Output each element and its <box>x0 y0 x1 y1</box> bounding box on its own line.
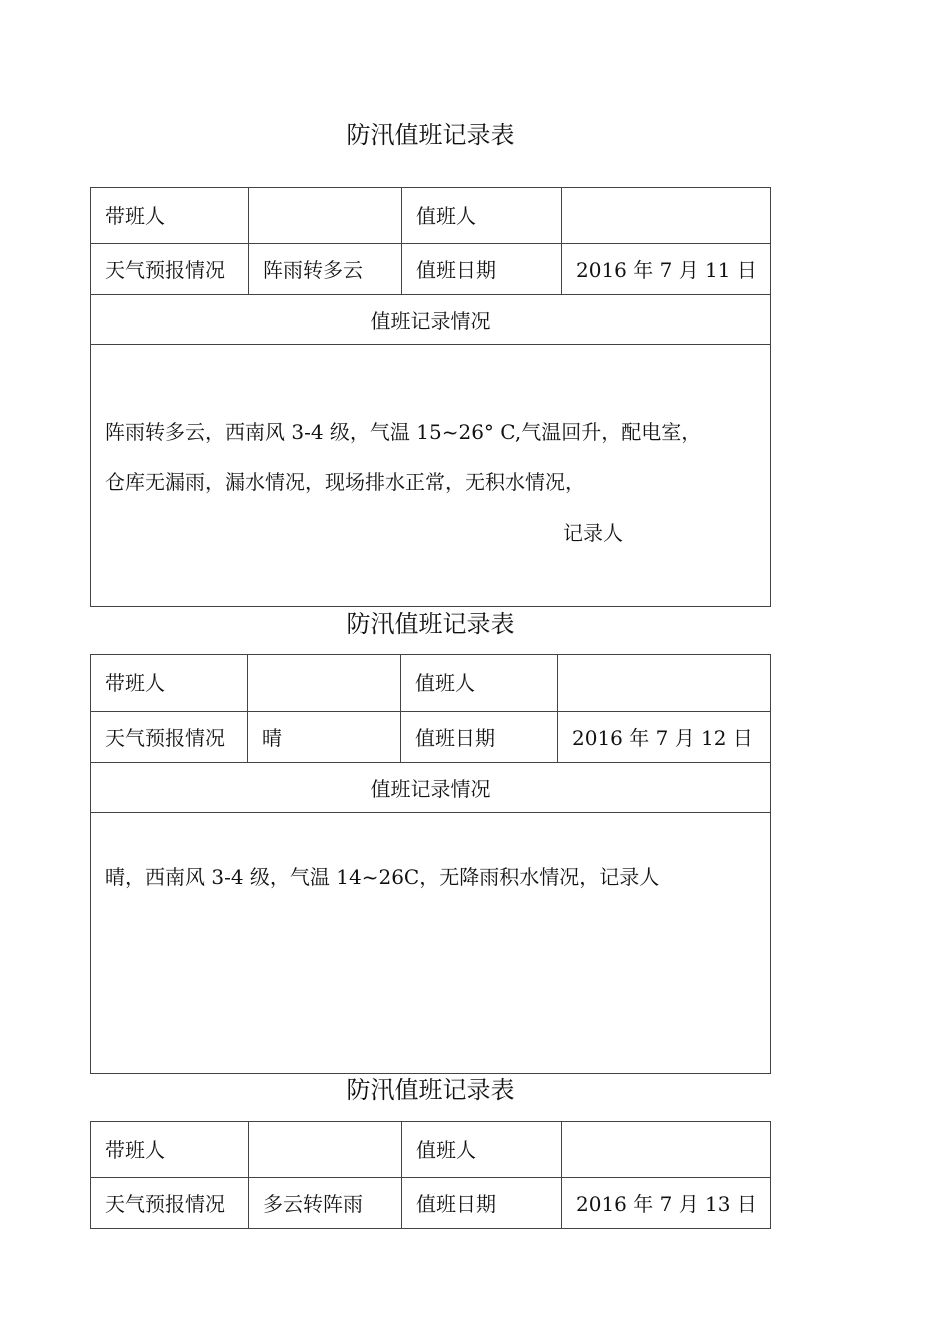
table-row <box>91 1122 770 1178</box>
note-line: 仓库无漏雨，漏水情况，现场排水正常，无积水情况， <box>105 470 585 494</box>
section-label: 值班记录情况 <box>370 777 491 801</box>
table-row <box>91 244 770 295</box>
table-row <box>91 188 770 244</box>
weather-value: 晴 <box>248 712 401 762</box>
duty-record-table <box>90 187 771 607</box>
lead-label: 带班人 <box>91 188 249 243</box>
notes-area <box>91 345 770 605</box>
notes-area <box>91 813 770 1073</box>
duty-value <box>562 188 770 243</box>
recorder-label: 记录人 <box>563 521 623 545</box>
date-value: 2016 年 7 月 13 日 <box>576 1192 757 1216</box>
table-row <box>91 1178 770 1228</box>
note-line: 阵雨转多云，西南风 3-4 级，气温 15~26° C,气温回升，配电室， <box>105 420 702 444</box>
weather-label: 天气预报情况 <box>91 712 248 762</box>
weather-value: 多云转阵雨 <box>249 1178 402 1228</box>
lead-value <box>249 188 402 243</box>
date-label: 值班日期 <box>402 1178 562 1228</box>
duty-value <box>558 655 770 711</box>
table-row <box>91 655 770 712</box>
table-row <box>91 712 770 763</box>
date-label: 值班日期 <box>401 712 558 762</box>
date-value: 2016 年 7 月 12 日 <box>572 726 753 750</box>
section-header <box>91 295 770 345</box>
duty-value <box>562 1122 770 1177</box>
note-line: 晴，西南风 3-4 级，气温 14~26C，无降雨积水情况，记录人 <box>105 865 660 889</box>
date-label: 值班日期 <box>402 244 562 294</box>
duty-record-table <box>90 1121 771 1229</box>
duty-record-table <box>90 654 771 1074</box>
lead-value <box>248 655 401 711</box>
duty-label: 值班人 <box>402 1122 562 1177</box>
duty-label: 值班人 <box>401 655 558 711</box>
weather-label: 天气预报情况 <box>91 244 249 294</box>
weather-label: 天气预报情况 <box>91 1178 249 1228</box>
date-value: 2016 年 7 月 11 日 <box>576 258 757 282</box>
page-title: 防汛值班记录表 <box>346 1076 515 1104</box>
section-header <box>91 763 770 813</box>
weather-value: 阵雨转多云 <box>249 244 402 294</box>
lead-label: 带班人 <box>91 655 248 711</box>
page-title: 防汛值班记录表 <box>346 121 515 149</box>
lead-value <box>249 1122 402 1177</box>
page-title: 防汛值班记录表 <box>346 610 515 638</box>
lead-label: 带班人 <box>91 1122 249 1177</box>
duty-label: 值班人 <box>402 188 562 243</box>
section-label: 值班记录情况 <box>370 309 491 333</box>
